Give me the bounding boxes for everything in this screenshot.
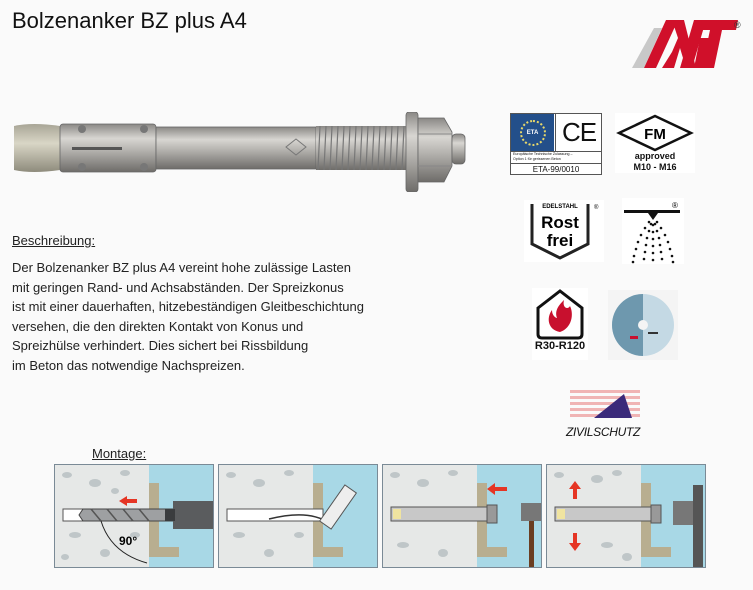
eta-note-2: Option 1 für gerissenen Beton xyxy=(513,157,561,161)
svg-text:90°: 90° xyxy=(119,534,138,548)
fm-diamond-icon xyxy=(615,113,695,153)
sprinkler-badge xyxy=(622,198,684,264)
svg-text:EDELSTAHL: EDELSTAHL xyxy=(542,204,578,210)
description-line: Spreizhülse verhindert. Dies sichert bei Rissbildung xyxy=(12,338,309,354)
software-cd-image xyxy=(608,290,678,360)
mkt-logo xyxy=(622,8,746,72)
description-line: ist mit einer dauerhaften, hitzebeständigen Gleitbeschichtung xyxy=(12,299,364,315)
svg-text:®: ® xyxy=(672,201,678,210)
zivilschutz-badge xyxy=(556,388,650,442)
description-text xyxy=(12,258,412,376)
montage-step-drill xyxy=(54,464,214,568)
svg-text:FM: FM xyxy=(644,126,666,143)
ce-mark: CE xyxy=(555,114,602,151)
zivilschutz-label: ZIVILSCHUTZ xyxy=(565,425,641,439)
svg-text:®: ® xyxy=(594,205,599,211)
product-image xyxy=(12,112,467,192)
page-title: Bolzenanker BZ plus A4 xyxy=(12,8,247,33)
zivilschutz-icon xyxy=(556,388,650,424)
fire-rating-label: R30-R120 xyxy=(534,340,586,352)
description-line: im Beton das notwendige Nachspreizen. xyxy=(12,357,245,373)
fire-house-icon xyxy=(532,288,588,340)
svg-text:Rost: Rost xyxy=(541,213,579,232)
svg-text:®: ® xyxy=(734,20,741,30)
eta-code: ETA-99/0010 xyxy=(511,163,601,175)
eta-euro-icon: ETA xyxy=(511,114,554,151)
fm-size-range: M10 - M16 xyxy=(633,162,677,172)
description-line: mit geringen Rand- und Achsabständen. Der Spreizkonus xyxy=(12,279,344,295)
montage-heading: Montage: xyxy=(92,446,147,461)
eta-ce-badge xyxy=(510,113,602,175)
rostfrei-shield-icon xyxy=(524,200,604,262)
description-line: versehen, die den direkten Kontakt von Konus und xyxy=(12,318,304,334)
description-heading: Beschreibung: xyxy=(12,233,96,248)
fm-approved-badge xyxy=(615,113,695,173)
cd-icon xyxy=(608,290,678,360)
eta-note-1: Europäische Technische Zulassung – xyxy=(513,152,573,156)
montage-step-clean xyxy=(218,464,378,568)
fm-approved-text: approved xyxy=(634,151,676,161)
description-line: Der Bolzenanker BZ plus A4 vereint hohe zulässige Lasten xyxy=(12,260,351,275)
sprinkler-icon xyxy=(622,198,684,264)
svg-text:frei: frei xyxy=(546,231,574,250)
montage-step-torque xyxy=(546,464,706,568)
montage-step-hammer xyxy=(382,464,542,568)
fire-resistance-badge xyxy=(532,288,588,360)
rostfrei-badge xyxy=(524,200,604,262)
